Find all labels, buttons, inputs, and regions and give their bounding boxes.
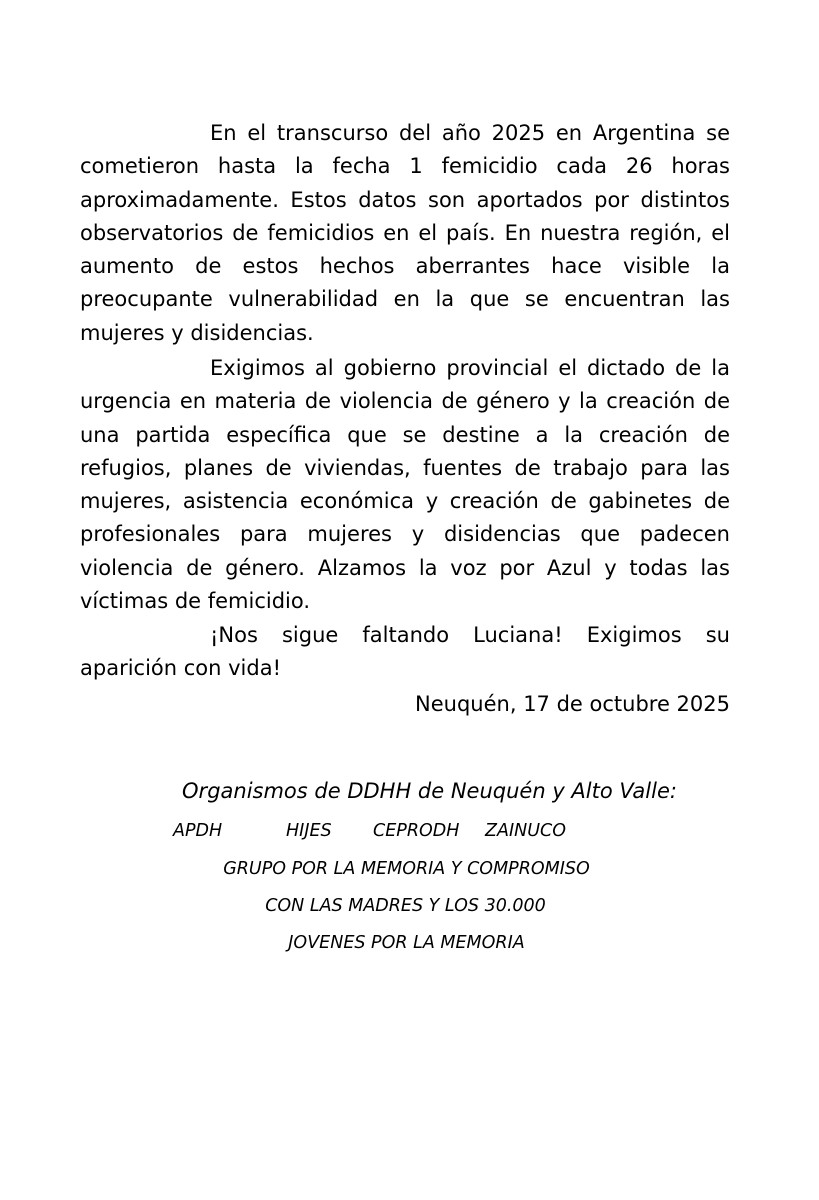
org-hijes: HIJES bbox=[286, 821, 332, 841]
org-zainuco: ZAINUCO bbox=[485, 821, 567, 841]
place-and-date: Neuquén, 17 de octubre 2025 bbox=[415, 692, 730, 716]
org-ceprodh: CEPRODH bbox=[373, 821, 460, 841]
org-con-las-madres: CON LAS MADRES Y LOS 30.000 bbox=[265, 896, 546, 916]
paragraph-demands: Exigimos al gobierno provincial el dictado de la urgencia en materia de violencia de género y la creación de una partida específica que se destine a la creación de refugios, planes de viviendas, fuentes de trabajo para las mujeres, asistencia económica y creación de gabinetes de profesionales para mujeres y disidencias que padecen violencia de género. Alzamos la voz por Azul y todas las víctimas de femicidio. bbox=[80, 356, 730, 614]
org-grupo-memoria-compromiso: GRUPO POR LA MEMORIA Y COMPROMISO bbox=[223, 859, 590, 879]
signatories-heading: Organismos de DDHH de Neuquén y Alto Valle: bbox=[182, 779, 677, 803]
org-apdh: APDH bbox=[173, 821, 223, 841]
paragraph-femicide-statistics: En el transcurso del año 2025 en Argentina se cometieron hasta la fecha 1 femicidio cada 26 horas aproximadamente. Estos datos son aportados por distintos observatorios de femicidios en el país. En nuestra región, el aumento de estos hechos aberrantes hace visible la preocupante vulnerabilidad en la que se encuentran las mujeres y disidencias. bbox=[80, 121, 730, 345]
paragraph-luciana: ¡Nos sigue faltando Luciana! Exigimos su aparición con vida! bbox=[80, 623, 730, 681]
org-jovenes-memoria: JOVENES POR LA MEMORIA bbox=[288, 933, 525, 953]
